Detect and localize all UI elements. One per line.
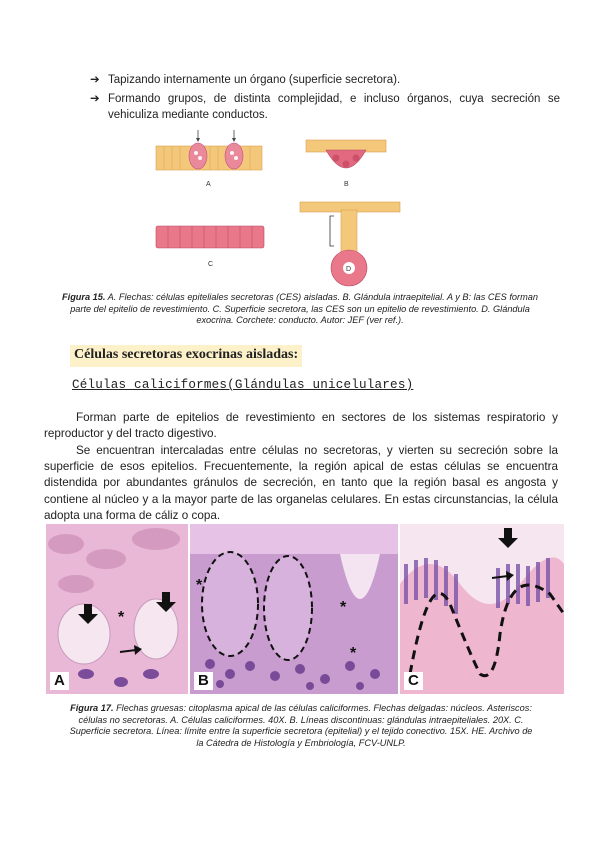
figure-15-caption-bold: Figura 15. xyxy=(62,292,106,302)
panel-b-label: B xyxy=(344,181,349,188)
micrograph-b xyxy=(190,524,398,694)
figure-17-caption xyxy=(66,703,536,749)
panel-d-label: D xyxy=(346,266,352,273)
micrograph-a xyxy=(46,524,188,694)
svg-text:*: * xyxy=(196,577,203,594)
panel-c-label: C xyxy=(208,261,214,268)
bullet-item-2 xyxy=(90,91,560,123)
figure-17-caption-bold: Figura 17. xyxy=(70,703,114,713)
svg-text:*: * xyxy=(118,609,125,626)
bullet-item-1 xyxy=(90,72,560,88)
figure-15-caption-text: A. Flechas: células epiteliales secretoras (CES) aisladas. B. Glándula intraepitelial. A y B: las CES forman parte del epitelio de revestimiento. C. Superficie secretora, las CES son un epitelio de revestimiento. D. Glándula exocrina. Corchete: conducto. Autor: JEF (ver ref.). xyxy=(70,292,538,325)
svg-text:*: * xyxy=(340,599,347,616)
figure-17-caption-text: Flechas gruesas: citoplasma apical de las células caliciformes. Flechas delgadas: núcleos. Asteriscos: células no secretoras. A. Células caliciformes. 40X. B. Líneas discontinuas: glándulas intraepiteliales. 20X. C. Superficie secretora. Línea: límite entre la superficie secretora (epitelial) y el tejido conectivo. 15X. HE. Archivo de la Cátedra de Histología y Embriología, FCV-UNLP. xyxy=(69,703,533,748)
micrograph-b-label: B xyxy=(194,672,213,690)
bullet-text: Tapizando internamente un órgano (superficie secretora). xyxy=(108,74,401,86)
figure-15-caption xyxy=(60,292,540,327)
panel-a-label: A xyxy=(206,181,211,188)
bullet-text: Formando grupos, de distinta complejidad, e incluso órganos, cuya secreción se vehiculiza mediante conductos. xyxy=(108,93,560,121)
micrograph-a-label: A xyxy=(50,672,69,690)
paragraph-2: Se encuentran intercaladas entre células no secretoras, y vierten su secreción sobre la superficie de esos epitelios. Frecuentemente, la región apical de estas células se encuentra distendida por abundantes gránulos de secreción, en tanto que la región basal es angosta y contiene al núcleo y a la mayor parte de las organelas celulares. En estas circunstancias, la célula adopta una forma de cáliz o copa. xyxy=(44,444,558,522)
micrograph-c-label: C xyxy=(404,672,423,690)
micrograph-c xyxy=(400,524,564,694)
arrow-bullet-icon: ➔ xyxy=(90,74,100,86)
figure-17-micrographs xyxy=(46,524,564,694)
subsection-heading: Células caliciformes(Glándulas unicelulares) xyxy=(72,378,414,392)
svg-text:*: * xyxy=(350,645,357,662)
figure-15-diagram xyxy=(150,126,420,291)
arrow-bullet-icon: ➔ xyxy=(90,93,100,105)
paragraph-1: Forman parte de epitelios de revestimiento en sectores de los sistemas respiratorio y reproductor y del tracto digestivo. xyxy=(44,411,558,441)
section-heading: Células secretoras exocrinas aisladas: xyxy=(70,345,302,367)
